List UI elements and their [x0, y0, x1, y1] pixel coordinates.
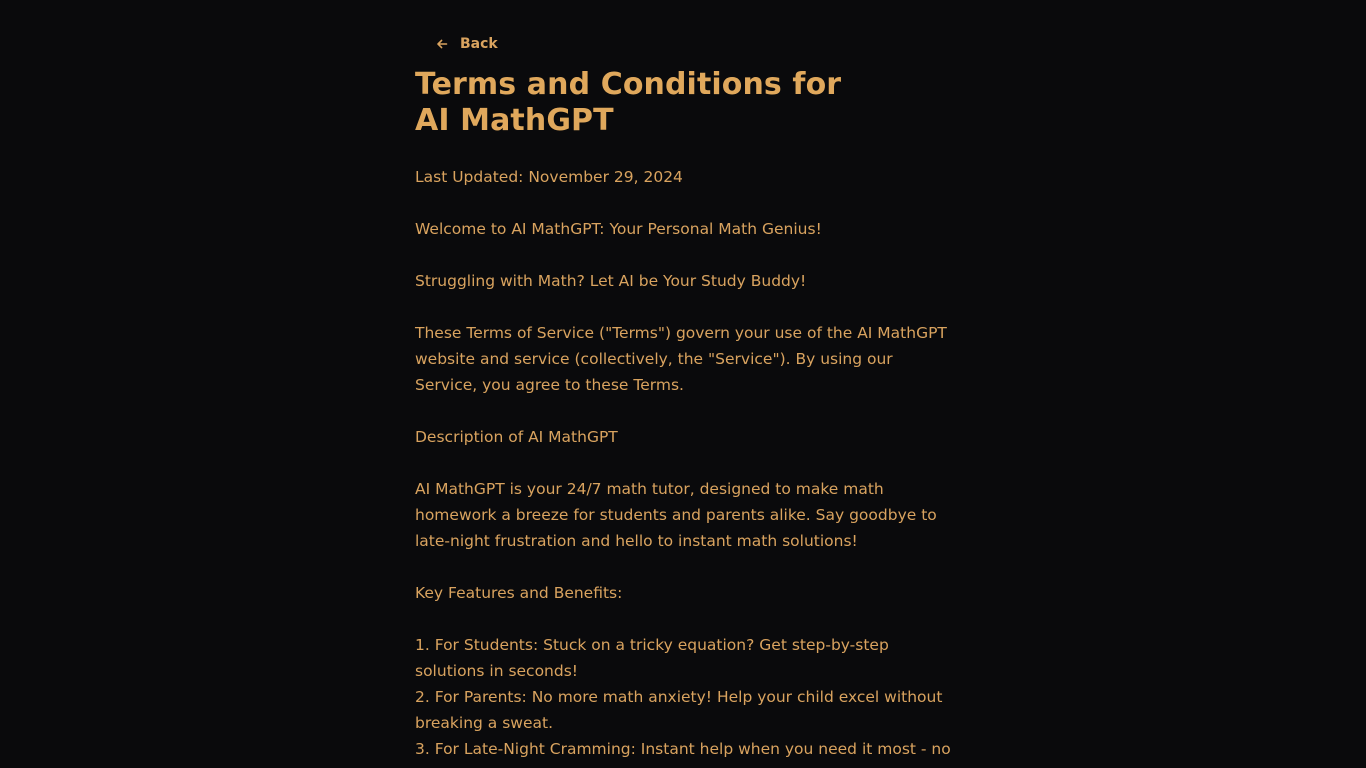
- intro-paragraph: These Terms of Service ("Terms") govern your use of the AI MathGPT website and service (collectively, the "Service"). By using our Service, you agree to these Terms.: [415, 324, 947, 394]
- list-item: 3. For Late-Night Cramming: Instant help when you need it most - no: [415, 740, 951, 758]
- features-list: [415, 632, 955, 762]
- page-title: Terms and Conditions for AI MathGPT: [415, 67, 842, 138]
- list-item: 2. For Parents: No more math anxiety! Help your child excel without breaking a sweat.: [415, 688, 943, 732]
- arrow-left-icon: [436, 38, 448, 50]
- list-item: 1. For Students: Stuck on a tricky equation? Get step-by-step solutions in seconds!: [415, 636, 889, 680]
- description-heading: Description of AI MathGPT: [415, 428, 618, 446]
- last-updated: Last Updated: November 29, 2024: [415, 168, 683, 186]
- features-heading: Key Features and Benefits:: [415, 584, 623, 602]
- back-button[interactable]: [436, 34, 498, 54]
- back-button-label: Back: [460, 36, 498, 52]
- welcome-text: Welcome to AI MathGPT: Your Personal Math Genius!: [415, 220, 822, 238]
- terms-content: [415, 164, 955, 762]
- tagline-text: Struggling with Math? Let AI be Your Study Buddy!: [415, 272, 807, 290]
- description-paragraph: AI MathGPT is your 24/7 math tutor, designed to make math homework a breeze for students and parents alike. Say goodbye to late-night frustration and hello to instant math solutions!: [415, 480, 937, 550]
